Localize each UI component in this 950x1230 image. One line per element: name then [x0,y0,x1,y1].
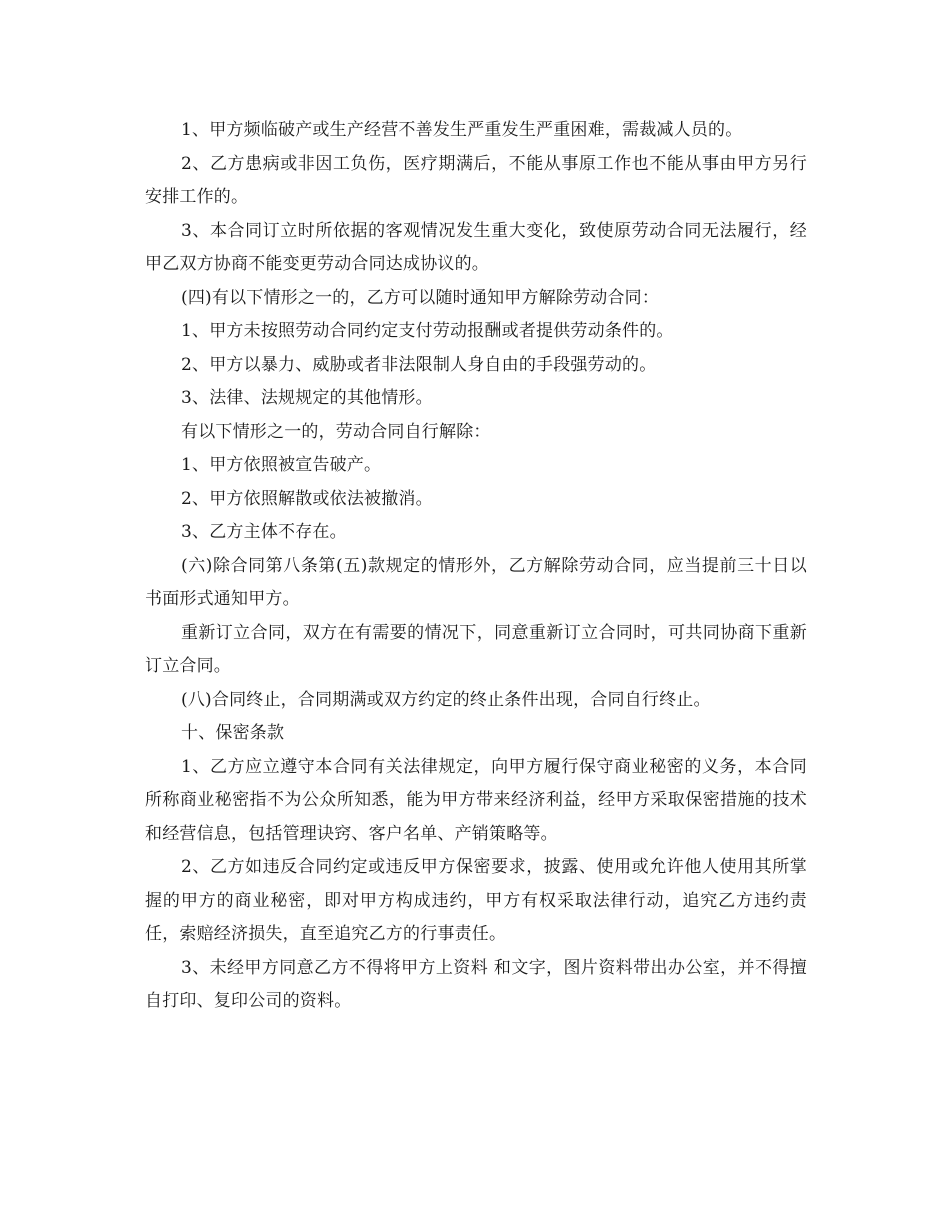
paragraph-17: 2、乙方如违反合同约定或违反甲方保密要求，披露、使用或允许他人使用其所掌握的甲方的商业秘密，即对甲方构成违约，甲方有权采取法律行动，追究乙方违约责任，索赔经济损失，直至追究乙方的行事责任。 [145,857,807,944]
paragraph-3: 3、本合同订立时所依据的客观情况发生重大变化，致使原劳动合同无法履行，经甲乙双方协商不能变更劳动合同达成协议的。 [145,220,807,274]
paragraph-16: 1、乙方应立遵守本合同有关法律规定，向甲方履行保守商业秘密的义务，本合同所称商业秘密指不为公众所知悉，能为甲方带来经济利益，经甲方采取保密措施的技术和经营信息，包括管理诀窍、客户名单、产销策略等。 [145,756,807,844]
paragraph-5: 1、甲方未按照劳动合同约定支付劳动报酬或者提供劳动条件的。 [181,321,674,341]
document-body [145,114,807,1019]
paragraph-18: 3、未经甲方同意乙方不得将甲方上资料 和文字，图片资料带出办公室，并不得擅自打印、复印公司的资料。 [145,957,807,1011]
paragraph-13: 重新订立合同，双方在有需要的情况下，同意重新订立合同时，可共同协商下重新订立合同。 [145,622,807,676]
paragraph-6: 2、甲方以暴力、威胁或者非法限制人身自由的手段强劳动的。 [181,354,657,375]
paragraph-4: (四)有以下情形之一的，乙方可以随时通知甲方解除劳动合同： [181,287,660,308]
paragraph-14: (八)合同终止，合同期满或双方约定的终止条件出现，合同自行终止。 [181,689,711,710]
paragraph-2: 2、乙方患病或非因工负伤，医疗期满后，不能从事原工作也不能从事由甲方另行安排工作的。 [145,153,807,207]
paragraph-10: 2、甲方依照解散或依法被撤消。 [181,488,433,509]
paragraph-9: 1、甲方依照被宣告破产。 [181,455,382,475]
paragraph-1: 1、甲方频临破产或生产经营不善发生严重发生严重困难，需裁减人员的。 [181,120,743,140]
paragraph-12: (六)除合同第八条第(五)款规定的情形外，乙方解除劳动合同，应当提前三十日以书面形式通知甲方。 [145,555,807,609]
paragraph-11: 3、乙方主体不存在。 [181,522,347,542]
section-heading-confidentiality: 十、保密条款 [181,723,285,743]
paragraph-7: 3、法律、法规规定的其他情形。 [181,388,433,408]
paragraph-8: 有以下情形之一的，劳动合同自行解除： [181,421,491,442]
